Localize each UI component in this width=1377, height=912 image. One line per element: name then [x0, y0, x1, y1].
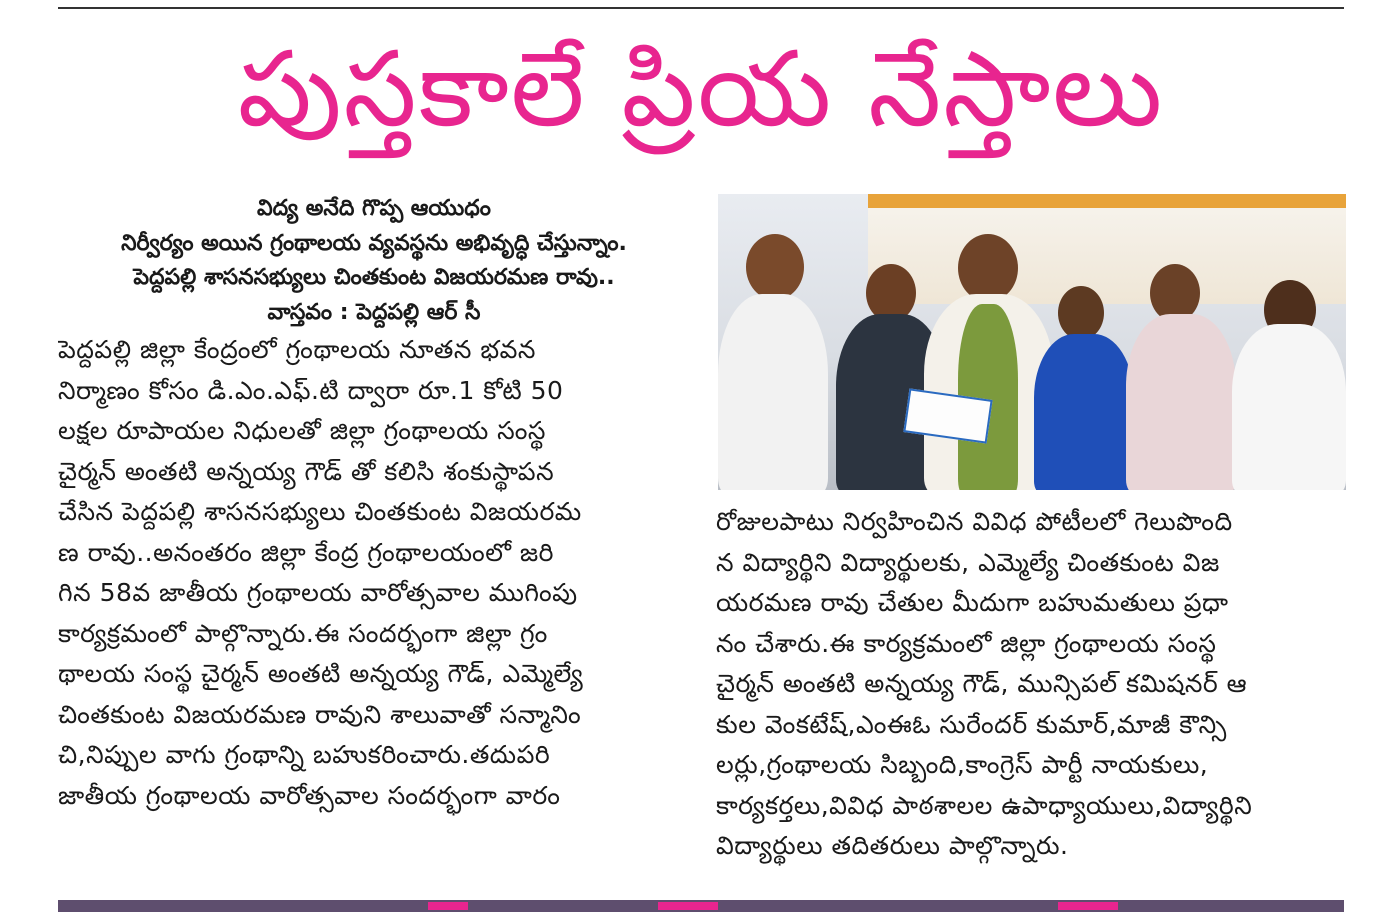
right-column — [716, 502, 1346, 867]
photo-banner-stripe — [868, 194, 1346, 208]
article-line: చైర్మన్ అంతటి అన్నయ్య గౌడ్ తో కలిసి శంకుస్థాపన — [58, 456, 555, 486]
article-line: చింతకుంట విజయరమణ రావుని శాలువాతో సన్మానిం — [58, 699, 582, 729]
article-line: నిర్మాణం కోసం డి.ఎం.ఎఫ్.టి ద్వారా రూ.1 కోటి 50 — [58, 375, 564, 405]
subhead-2: నిర్వీర్యం అయిన గ్రంథాలయ వ్యవస్థను అభివృద్ధి చేస్తున్నాం. — [121, 230, 627, 256]
article-line: విద్యార్థులు తదితరులు పాల్గొన్నారు. — [716, 831, 1069, 860]
article-line: థాలయ సంస్థ చైర్మన్ అంతటి అన్నయ్య గౌడ్, ఎమ్మెల్యే — [58, 659, 584, 688]
article-line: చైర్మన్ అంతటి అన్నయ్య గౌడ్, మున్సిపల్ కమిషనర్ ఆ — [716, 669, 1248, 698]
article-line: న విద్యార్థిని విద్యార్థులకు, ఎమ్మెల్యే చింతకుంట విజ — [716, 547, 1220, 577]
news-photo — [718, 194, 1346, 490]
footer-bar — [58, 900, 1344, 912]
headline: పుస్తకాలే ప్రియ నేస్తాలు — [237, 28, 1165, 150]
article-line: నం చేశారు.ఈ కార్యక్రమంలో జిల్లా గ్రంథాలయ సంస్థ — [716, 628, 1217, 658]
article-line: లక్షల రూపాయల నిధులతో జిల్లా గ్రంథాలయ సంస్థ — [58, 416, 546, 445]
article-line: జాతీయ గ్రంథాలయ వారోత్సవాల సందర్భంగా వారం — [58, 780, 561, 810]
left-column — [58, 192, 690, 816]
article-line: కుల వెంకటేష్,ఎంఈఓ సురేందర్ కుమార్,మాజీ కౌన్సి — [716, 709, 1227, 739]
article-line: ణ రావు..అనంతరం జిల్లా కేంద్ర గ్రంథాలయంలో జరి — [58, 537, 555, 567]
article-line: చి,నిప్పుల వాగు గ్రంథాన్ని బహుకరించారు.తదుపరి — [58, 740, 551, 769]
subhead-4: వాస్తవం : పెద్దపల్లి ఆర్ సీ — [267, 299, 481, 325]
article-line: కార్యక్రమంలో పాల్గొన్నారు.ఈ సందర్భంగా జిల్లా గ్రం — [58, 618, 548, 648]
subhead-1: విద్య అనేది గొప్ప ఆయుధం — [257, 196, 491, 221]
article-line: చేసిన పెద్దపల్లి శాసనసభ్యులు చింతకుంట విజయరమ — [58, 497, 582, 526]
subhead-3: పెద్దపల్లి శాసనసభ్యులు చింతకుంట విజయరమణ రావు.. — [133, 265, 615, 290]
article-line: కార్యకర్తలు,వివిధ పాఠశాలల ఉపాధ్యాయులు,విద్యార్థిని — [716, 790, 1253, 820]
article-line: రోజులపాటు నిర్వహించిన వివిధ పోటీలలో గెలుపొంది — [716, 507, 1233, 536]
article-line: యరమణ రావు చేతుల మీదుగా బహుమతులు ప్రధా — [716, 588, 1229, 617]
article-line: పెద్దపల్లి జిల్లా కేంద్రంలో గ్రంథాలయ నూతన భవన — [58, 335, 536, 364]
article-line: గిన 58వ జాతీయ గ్రంథాలయ వారోత్సవాల ముగింపు — [58, 578, 578, 607]
article-line: లర్లు,గ్రంథాలయ సిబ్బంది,కాంగ్రెస్ పార్టీ నాయకులు, — [716, 750, 1209, 779]
top-rule — [58, 7, 1344, 9]
